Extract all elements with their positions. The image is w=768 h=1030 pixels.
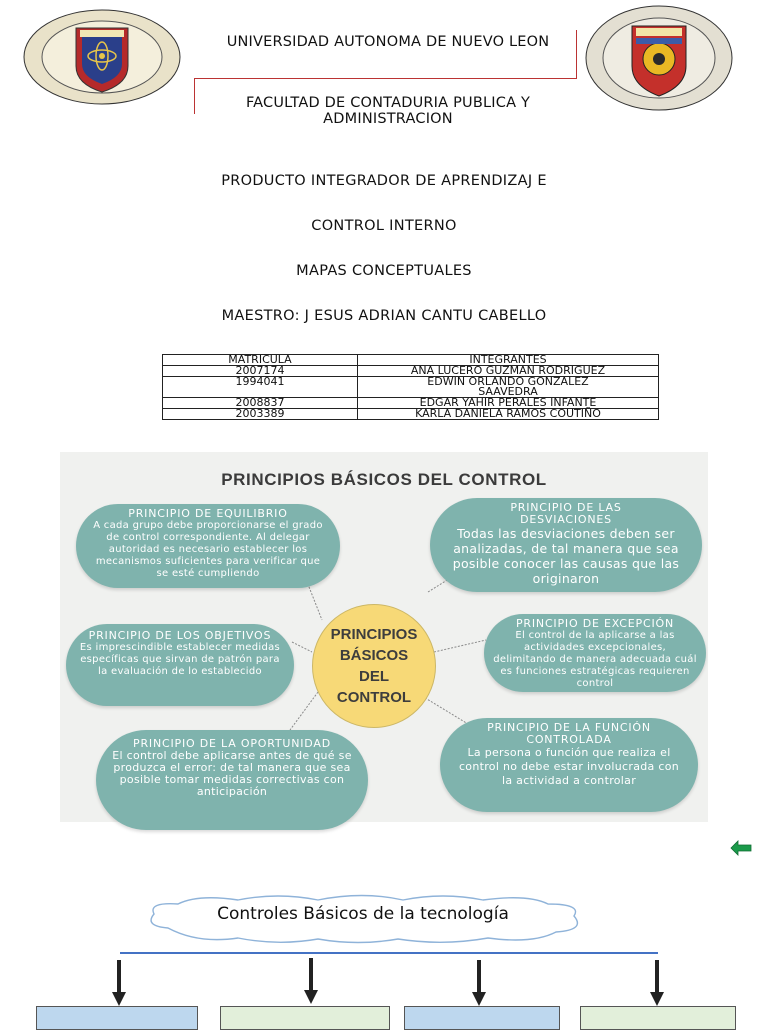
- green-left-arrow-icon[interactable]: [730, 840, 752, 856]
- member-name-cell: KARLA DANIELA RAMOS COUTIÑO: [358, 409, 659, 420]
- principle-body: A cada grupo debe proporcionarse el grado de control correspondiente. Al delegar autoridad es necesario establecer los mecanismos suficientes para verificar que se esté cumpliendo: [93, 520, 323, 579]
- tech-box-1: [36, 1006, 198, 1030]
- center-line: DEL: [359, 668, 389, 685]
- university-name: UNIVERSIDAD AUTONOMA DE NUEVO LEON: [226, 34, 550, 50]
- principle-body: El control de la aplicarse a las actividades excepcionales, delimitando de manera adecuada cuál es funciones estratégicas requieren control: [493, 630, 697, 689]
- down-arrow-icon: [304, 958, 318, 1004]
- center-concept: [312, 604, 436, 728]
- principle-excepcion: [484, 614, 706, 692]
- principle-body: Todas las desviaciones deben ser analizadas, de tal manera que sea posible conocer las causas que las originaron: [452, 526, 680, 586]
- tech-box-2: [220, 1006, 390, 1030]
- down-arrow-icon: [112, 960, 126, 1006]
- table-row: [163, 409, 659, 420]
- matricula-cell: 2003389: [163, 409, 358, 420]
- down-arrow-icon: [650, 960, 664, 1006]
- principle-title: PRINCIPIO DE EXCEPCIÓN: [516, 617, 674, 630]
- principle-title: PRINCIPIO DE LA FUNCIÓN CONTROLADA: [487, 721, 651, 746]
- principle-title: PRINCIPIO DE LAS DESVIACIONES: [510, 501, 622, 526]
- header-divider-h: [194, 78, 577, 79]
- header-divider-v1: [576, 30, 577, 78]
- principle-desviaciones: [430, 498, 702, 592]
- table-header-cell: MATRICULA: [163, 355, 358, 366]
- principle-oportunidad: [96, 730, 368, 830]
- member-name-cell: ANA LUCERO GUZMAN RODRIGUEZ: [358, 366, 659, 377]
- tech-box-4: [580, 1006, 736, 1030]
- header-divider-v2: [194, 78, 195, 114]
- table-header-cell: INTEGRANTES: [358, 355, 659, 366]
- activity-title: MAPAS CONCEPTUALES: [296, 263, 472, 279]
- tech-section-title: Controles Básicos de la tecnología: [217, 904, 509, 924]
- facpya-seal-icon: [584, 4, 734, 112]
- uanl-seal-icon: [22, 8, 182, 106]
- matricula-cell: 1994041: [163, 377, 358, 398]
- product-title: PRODUCTO INTEGRADOR DE APRENDIZAJ E: [221, 173, 547, 189]
- members-table: [162, 354, 659, 420]
- faculty-name: FACULTAD DE CONTADURIA PUBLICA Y ADMINISTRACION: [245, 95, 531, 127]
- teacher-name: MAESTRO: J ESUS ADRIAN CANTU CABELLO: [221, 308, 547, 324]
- principle-body: Es imprescindible establecer medidas específicas que sirvan de patrón para la evaluación de lo establecido: [79, 642, 281, 677]
- concept-map: [60, 452, 708, 822]
- down-arrow-icon: [472, 960, 486, 1006]
- tech-divider: [120, 952, 658, 954]
- table-row: [163, 377, 659, 398]
- principle-funcion: [440, 718, 698, 812]
- principle-equilibrio: [76, 504, 340, 588]
- concept-map-title: PRINCIPIOS BÁSICOS DEL CONTROL: [221, 470, 547, 489]
- principle-body: El control debe aplicarse antes de qué se produzca el error: de tal manera que sea posible tomar medidas correctivas con anticipación: [112, 749, 352, 798]
- center-line: PRINCIPIOS: [330, 626, 418, 643]
- member-name-cell: EDWIN ORLANDO GONZALEZ SAAVEDRA: [358, 377, 659, 398]
- matricula-cell: 2008837: [163, 398, 358, 409]
- principle-body: La persona o función que realiza el control no debe estar involucrada con la actividad a controlar: [458, 746, 680, 787]
- principle-objetivos: [66, 624, 294, 706]
- center-line: CONTROL: [336, 689, 412, 706]
- tech-box-3: [404, 1006, 560, 1030]
- principle-title: PRINCIPIO DE EQUILIBRIO: [128, 507, 288, 520]
- center-line: BÁSICOS: [339, 647, 409, 664]
- principle-title: PRINCIPIO DE LOS OBJETIVOS: [88, 629, 272, 642]
- matricula-cell: 2007174: [163, 366, 358, 377]
- principle-title: PRINCIPIO DE LA OPORTUNIDAD: [133, 737, 331, 750]
- subject-title: CONTROL INTERNO: [311, 218, 457, 234]
- member-name-cell: EDGAR YAHIR PERALES INFANTE: [358, 398, 659, 409]
